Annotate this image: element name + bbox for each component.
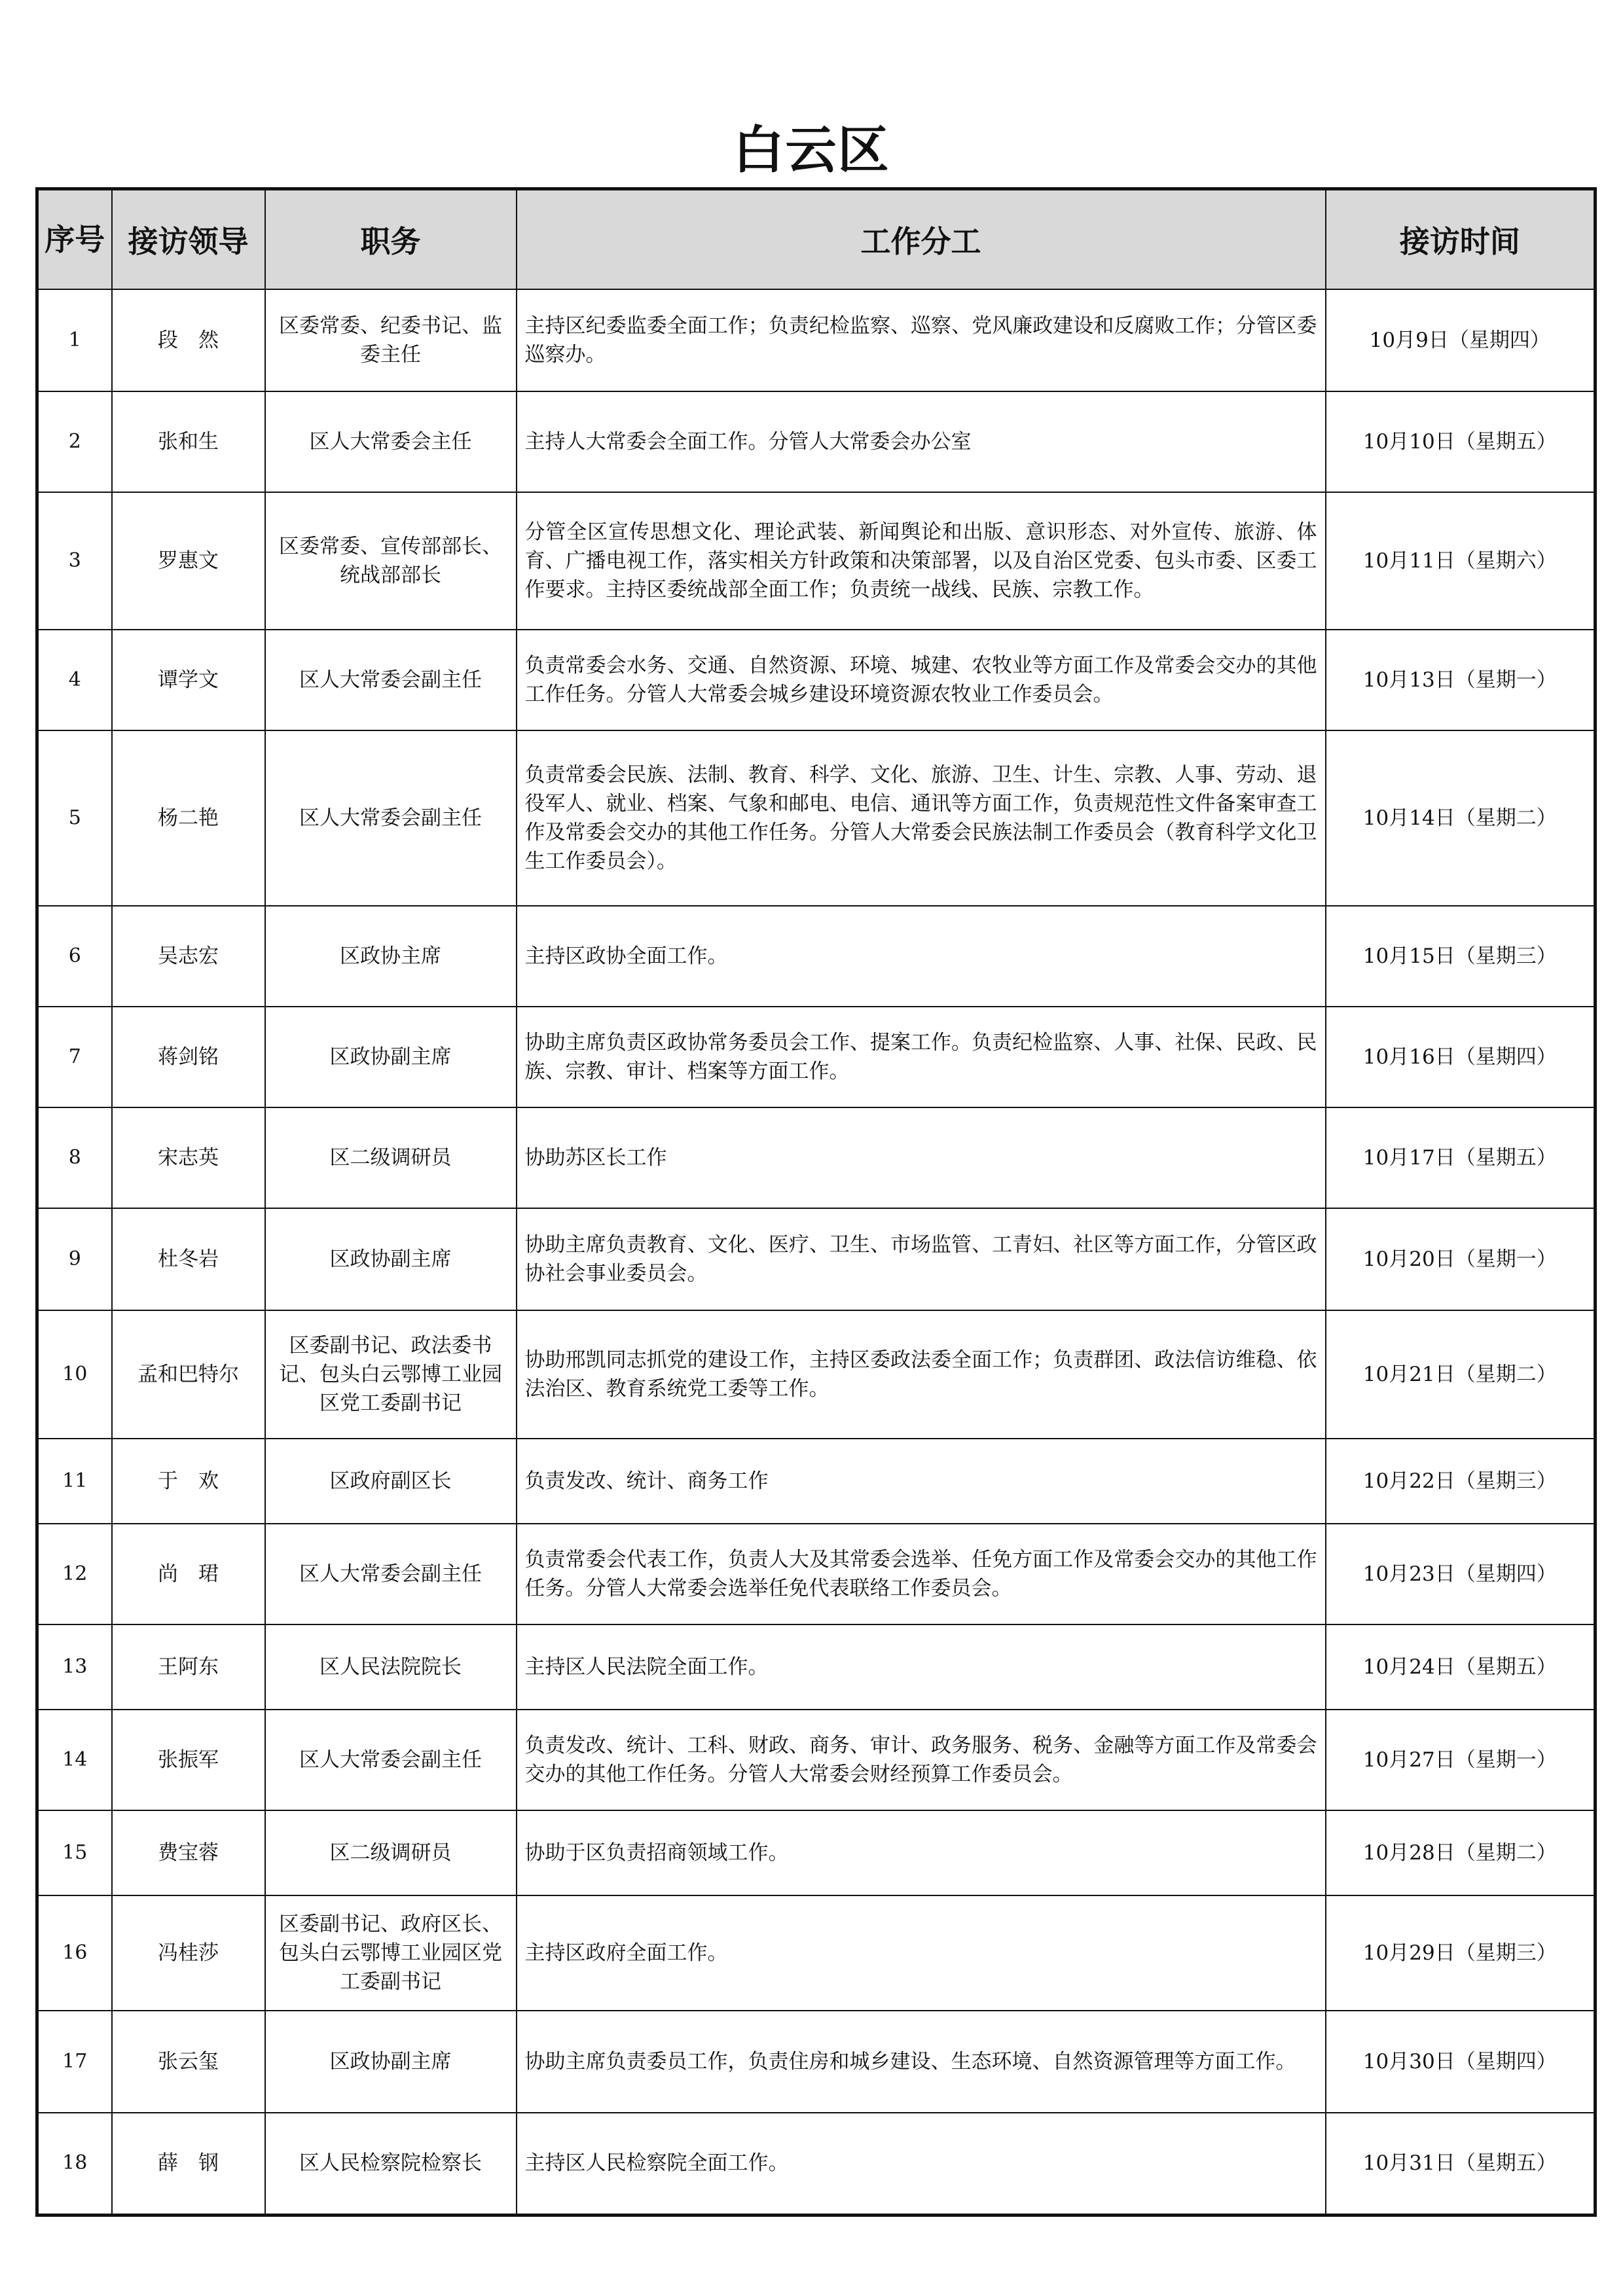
table-row [37,1810,1596,1895]
work-assignment: 负责常委会民族、法制、教育、科学、文化、旅游、卫生、计生、宗教、人事、劳动、退役军人、就业、档案、气象和邮电、电信、通讯等方面工作，负责规范性文件备案审查工作及常委会交办的其他工作任务。分管人大常委会民族法制工作委员会（教育科学文化卫生工作委员会）。 [517,730,1326,906]
row-number: 17 [37,2011,112,2113]
leader-name: 罗惠文 [112,492,265,630]
row-number: 18 [37,2113,112,2215]
leader-name: 张云玺 [112,2011,265,2113]
work-assignment: 主持区人民检察院全面工作。 [517,2113,1326,2215]
table-row [37,1107,1596,1208]
table-row [37,391,1596,492]
leader-name: 段 然 [112,289,265,391]
table-row [37,2113,1596,2215]
reception-time: 10月29日（星期三） [1326,1895,1596,2011]
table-row [37,1007,1596,1107]
page-title: 白云区 [733,121,890,180]
leader-position: 区政府副区长 [265,1439,517,1524]
leader-position: 区二级调研员 [265,1107,517,1208]
row-number: 2 [37,391,112,492]
reception-time: 10月17日（星期五） [1326,1107,1596,1208]
reception-time: 10月20日（星期一） [1326,1208,1596,1310]
table-row [37,1208,1596,1310]
reception-time: 10月16日（星期四） [1326,1007,1596,1107]
row-number: 11 [37,1439,112,1524]
reception-time: 10月13日（星期一） [1326,630,1596,730]
leader-name: 杜冬岩 [112,1208,265,1310]
leader-position: 区政协副主席 [265,1007,517,1107]
reception-time: 10月30日（星期四） [1326,2011,1596,2113]
header-work: 工作分工 [517,189,1326,290]
leader-position: 区政协副主席 [265,2011,517,2113]
leader-name: 宋志英 [112,1107,265,1208]
reception-time: 10月22日（星期三） [1326,1439,1596,1524]
leader-name: 王阿东 [112,1624,265,1710]
table-row [37,2011,1596,2113]
row-number: 7 [37,1007,112,1107]
table-row [37,492,1596,630]
row-number: 3 [37,492,112,630]
leader-name: 张振军 [112,1710,265,1810]
work-assignment: 主持区纪委监委全面工作；负责纪检监察、巡察、党风廉政建设和反腐败工作；分管区委巡察办。 [517,289,1326,391]
row-number: 1 [37,289,112,391]
work-assignment: 协助主席负责委员工作，负责住房和城乡建设、生态环境、自然资源管理等方面工作。 [517,2011,1326,2113]
reception-time: 10月11日（星期六） [1326,492,1596,630]
work-assignment: 主持区政府全面工作。 [517,1895,1326,2011]
table-row [37,906,1596,1007]
work-assignment: 负责发改、统计、工科、财政、商务、审计、政务服务、税务、金融等方面工作及常委会交办的其他工作任务。分管人大常委会财经预算工作委员会。 [517,1710,1326,1810]
leader-position: 区人大常委会主任 [265,391,517,492]
row-number: 6 [37,906,112,1007]
work-assignment: 协助苏区长工作 [517,1107,1326,1208]
reception-time: 10月24日（星期五） [1326,1624,1596,1710]
reception-time: 10月23日（星期四） [1326,1524,1596,1624]
leader-position: 区人民检察院检察长 [265,2113,517,2215]
work-assignment: 协助邢凯同志抓党的建设工作，主持区委政法委全面工作；负责群团、政法信访维稳、依法治区、教育系统党工委等工作。 [517,1310,1326,1439]
reception-time: 10月31日（星期五） [1326,2113,1596,2215]
work-assignment: 负责常委会代表工作，负责人大及其常委会选举、任免方面工作及常委会交办的其他工作任务。分管人大常委会选举任免代表联络工作委员会。 [517,1524,1326,1624]
work-assignment: 主持区人民法院全面工作。 [517,1624,1326,1710]
table-row [37,1895,1596,2011]
leader-position: 区委常委、宣传部部长、统战部部长 [265,492,517,630]
row-number: 13 [37,1624,112,1710]
row-number: 16 [37,1895,112,2011]
leader-position: 区人大常委会副主任 [265,1524,517,1624]
leader-position: 区委副书记、政府区长、包头白云鄂博工业园区党工委副书记 [265,1895,517,2011]
row-number: 14 [37,1710,112,1810]
leader-name: 尚 珺 [112,1524,265,1624]
leader-name: 于 欢 [112,1439,265,1524]
table-row [37,1439,1596,1524]
leader-name: 蒋剑铭 [112,1007,265,1107]
row-number: 5 [37,730,112,906]
work-assignment: 主持区政协全面工作。 [517,906,1326,1007]
work-assignment: 协助主席负责区政协常务委员会工作、提案工作。负责纪检监察、人事、社保、民政、民族、宗教、审计、档案等方面工作。 [517,1007,1326,1107]
leader-position: 区人大常委会副主任 [265,730,517,906]
reception-time: 10月21日（星期二） [1326,1310,1596,1439]
reception-time: 10月15日（星期三） [1326,906,1596,1007]
leader-position: 区人大常委会副主任 [265,1710,517,1810]
table-row [37,1524,1596,1624]
row-number: 15 [37,1810,112,1895]
header-row [37,189,1596,290]
leader-name: 谭学文 [112,630,265,730]
leader-name: 孟和巴特尔 [112,1310,265,1439]
leader-name: 冯桂莎 [112,1895,265,2011]
reception-time: 10月28日（星期二） [1326,1810,1596,1895]
reception-time: 10月14日（星期二） [1326,730,1596,906]
header-position: 职务 [265,189,517,290]
reception-time: 10月27日（星期一） [1326,1710,1596,1810]
work-assignment: 协助主席负责教育、文化、医疗、卫生、市场监管、工青妇、社区等方面工作，分管区政协社会事业委员会。 [517,1208,1326,1310]
row-number: 4 [37,630,112,730]
table-row [37,730,1596,906]
table-row [37,1710,1596,1810]
table-row [37,289,1596,391]
leader-name: 杨二艳 [112,730,265,906]
work-assignment: 分管全区宣传思想文化、理论武装、新闻舆论和出版、意识形态、对外宣传、旅游、体育、广播电视工作，落实相关方针政策和决策部署，以及自治区党委、包头市委、区委工作要求。主持区委统战部全面工作；负责统一战线、民族、宗教工作。 [517,492,1326,630]
leader-position: 区委副书记、政法委书记、包头白云鄂博工业园区党工委副书记 [265,1310,517,1439]
header-time: 接访时间 [1326,189,1596,290]
leader-name: 张和生 [112,391,265,492]
table-row [37,630,1596,730]
row-number: 8 [37,1107,112,1208]
row-number: 10 [37,1310,112,1439]
work-assignment: 负责发改、统计、商务工作 [517,1439,1326,1524]
row-number: 9 [37,1208,112,1310]
leader-position: 区政协主席 [265,906,517,1007]
leader-position: 区人民法院院长 [265,1624,517,1710]
reception-time: 10月10日（星期五） [1326,391,1596,492]
leader-name: 费宝蓉 [112,1810,265,1895]
leader-position: 区政协副主席 [265,1208,517,1310]
work-assignment: 协助于区负责招商领域工作。 [517,1810,1326,1895]
reception-time: 10月9日（星期四） [1326,289,1596,391]
work-assignment: 主持人大常委会全面工作。分管人大常委会办公室 [517,391,1326,492]
row-number: 12 [37,1524,112,1624]
leader-name: 吴志宏 [112,906,265,1007]
reception-schedule-table [35,187,1597,2217]
header-seq: 序号 [37,189,112,290]
leader-position: 区委常委、纪委书记、监委主任 [265,289,517,391]
leader-position: 区人大常委会副主任 [265,630,517,730]
leader-name: 薛 钢 [112,2113,265,2215]
table-row [37,1624,1596,1710]
header-leader: 接访领导 [112,189,265,290]
work-assignment: 负责常委会水务、交通、自然资源、环境、城建、农牧业等方面工作及常委会交办的其他工作任务。分管人大常委会城乡建设环境资源农牧业工作委员会。 [517,630,1326,730]
leader-position: 区二级调研员 [265,1810,517,1895]
table-row [37,1310,1596,1439]
